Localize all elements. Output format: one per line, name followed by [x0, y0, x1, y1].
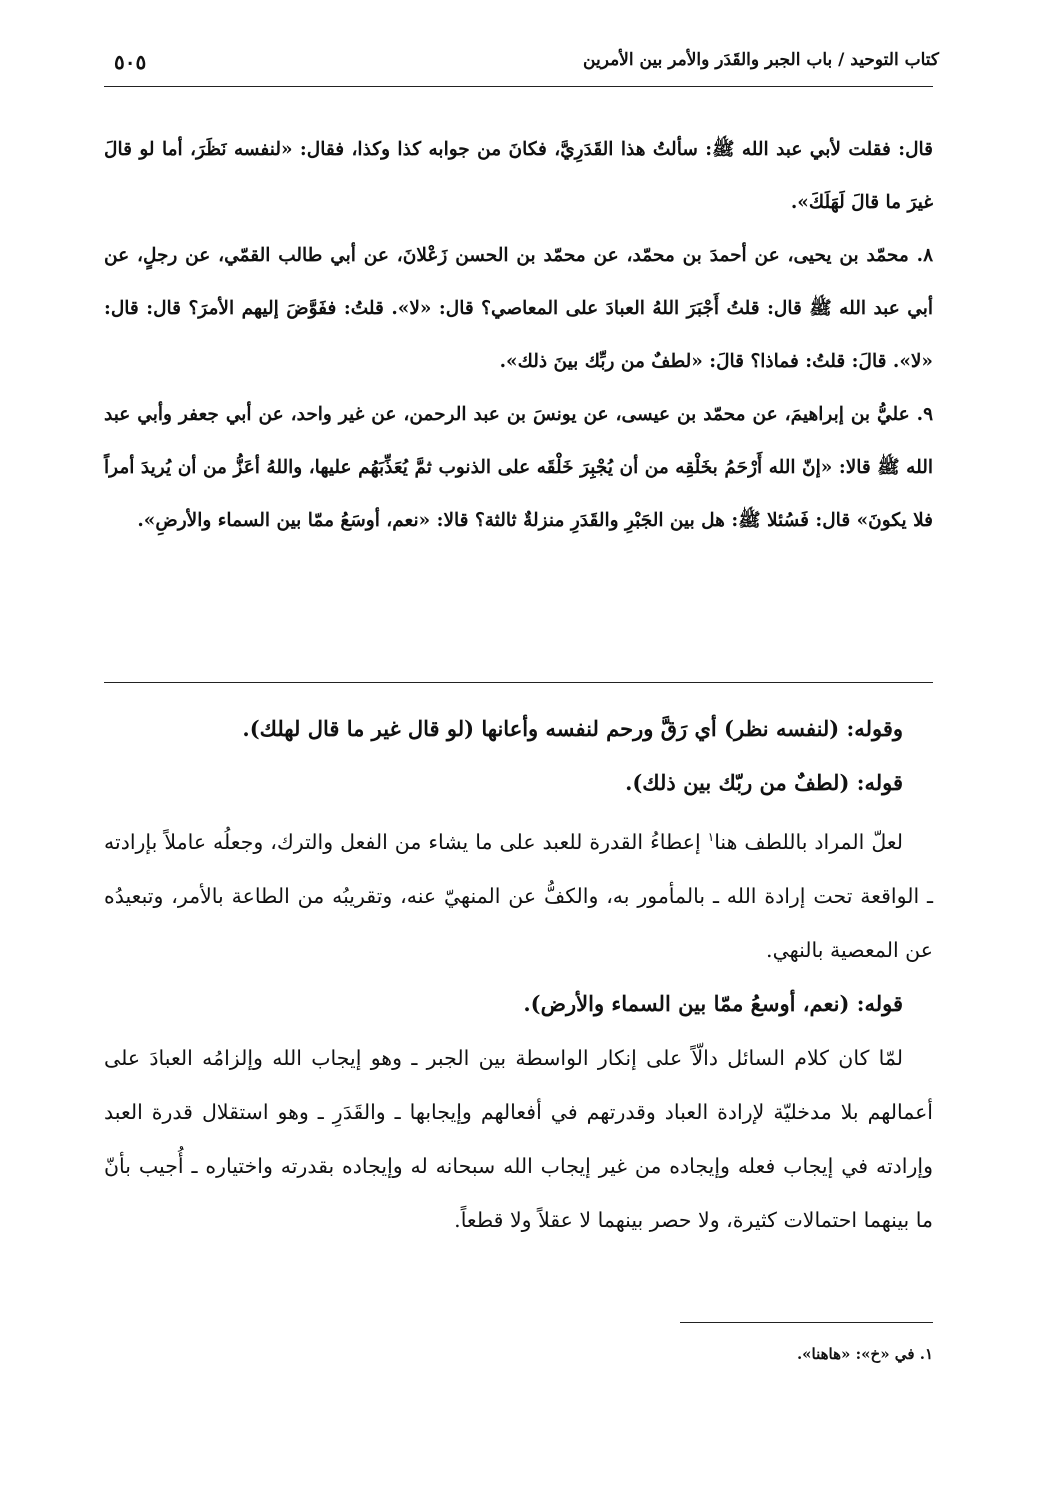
- commentary-block: [104, 702, 933, 1247]
- page-number: ٥٠٥: [114, 50, 147, 74]
- commentary-paragraph-2: لمّا كان كلام السائل دالّاً على إنكار الواسطة بين الجبر ـ وهو إيجاب الله وإلزامُه العبادَ على أعمالهم بلا مدخليّة لإرادة العباد وقدرتهم في أفعالهم وإيجابها ـ والقَدَرِ ـ وهو استقلال قدرة العبد وإرادته في إيجاب فعله وإيجاده من غير إيجاب الله سبحانه له وإيجاده بقدرته واختياره ـ أُجيب بأنّ ما بينهما احتمالات كثيرة، ولا حصر بينهما لا عقلاً ولا قطعاً.: [104, 1045, 933, 1232]
- commentary-quote-1: وقوله: (لنفسه نظر) أي رَقَّ ورحم لنفسه وأعانها (لو قال غير ما قال لهلك).: [242, 716, 903, 741]
- header-rule: [104, 86, 933, 87]
- hadith-text-block: [104, 123, 933, 547]
- hadith-paragraph-2: ٨. محمّد بن يحيى، عن أحمدَ بن محمّد، عن محمّد بن الحسن زَعْلانَ، عن أبي طالب القمّي، عن رجلٍ، عن أبي عبد الله ﷺ قال: قلتُ أَجْبَرَ اللهُ العبادَ على المعاصي؟ قال: «لا». قلتُ: ففَوَّضَ إليهم الأمرَ؟ قال: قال: «لا». قالَ: قلتُ: فماذا؟ قالَ: «لطفٌ من ربِّك بينَ ذلك».: [104, 245, 933, 372]
- section-divider: [104, 682, 933, 683]
- page-header: [108, 44, 939, 84]
- hadith-paragraph-3: ٩. عليُّ بن إبراهيمَ، عن محمّد بن عيسى، عن يونسَ بن عبد الرحمن، عن غير واحد، عن أبي جعفر وأبي عبد الله ﷺ قالا: «إنّ الله أَرْحَمُ بخَلْقِه من أن يُجْبِرَ خَلْقَه على الذنوب ثمَّ يُعَذِّبَهُم عليها، واللهُ أعَزُّ من أن يُريدَ أمراً فلا يكونَ» قال: فَسُئلا ﷺ: هل بين الجَبْرِ والقَدَرِ منزلةٌ ثالثة؟ قالا: «نعم، أوسَعُ ممّا بين السماء والأرضِ».: [104, 404, 933, 531]
- commentary-quote-2: قوله: (لطفٌ من ربّك بين ذلك).: [625, 770, 903, 795]
- commentary-text-start: لعلّ المراد باللطف هنا: [714, 829, 903, 854]
- footnote: ١. في «خ»: «هاهنا».: [796, 1345, 933, 1363]
- footnote-rule: [680, 1322, 933, 1323]
- commentary-quote-3: قوله: (نعم، أوسعُ ممّا بين السماء والأرض).: [523, 990, 903, 1016]
- commentary-text-rest: إعطاءُ القدرة للعبد على ما يشاء من الفعل والترك، وجعلُه عاملاً بإرادته ـ الواقعة تحت إرادة الله ـ بالمأمور به، والكفُّ عن المنهيّ عنه، وتقريبُه من الطاعة بالأمر، وتبعيدُه عن المعصية بالنهي.: [104, 829, 933, 962]
- commentary-paragraph-1: [104, 810, 933, 977]
- running-title: كتاب التوحيد / باب الجبر والقَدَر والأمر بين الأمرين: [583, 50, 939, 70]
- hadith-paragraph-1: قال: فقلت لأبي عبد الله ﷺ: سألتُ هذا القَدَرِيَّ، فكانَ من جوابه كذا وكذا، فقال: «لنفسه نَظَرَ، أما لو قالَ غيرَ ما قالَ لَهَلَكَ».: [104, 139, 933, 213]
- footnote-marker: ١: [707, 830, 715, 844]
